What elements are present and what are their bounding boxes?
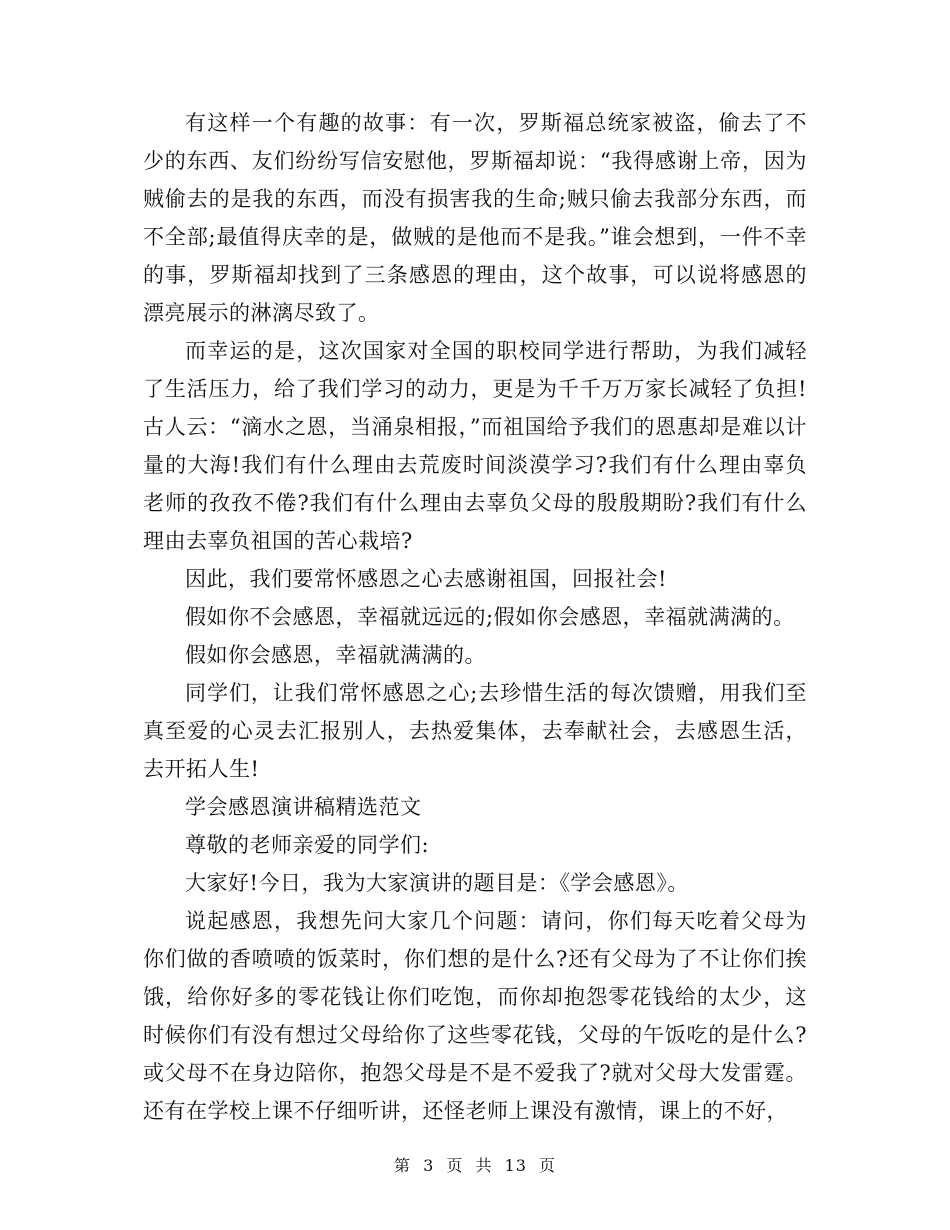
paragraph-if-grateful: 假如你会感恩，幸福就满满的。	[185, 643, 486, 667]
salutation: 尊敬的老师亲爱的同学们:	[185, 833, 430, 857]
paragraph-roosevelt-story: 有这样一个有趣的故事：有一次，罗斯福总统家被盗，偷去了不少的东西、友们纷纷写信安慰他，罗斯福却说：“我得感谢上帝，因为贼偷去的是我的东西，而没有损害我的生命;贼只偷去我部分东西，而不全部;最值得庆幸的是，做贼的是他而不是我。”谁会想到，一件不幸的事，罗斯福却找到了三条感恩的理由，这个故事，可以说将感恩的漂亮展示的淋漓尽致了。	[143, 111, 807, 325]
paragraph-classmates: 同学们，让我们常怀感恩之心;去珍惜生活的每次馈赠，用我们至真至爱的心灵去汇报别人，去热爱集体，去奉献社会，去感恩生活，去开拓人生!	[143, 681, 807, 781]
page-number-footer: 第 3 页 共 13 页	[394, 1156, 556, 1175]
paragraph-greeting: 大家好!今日，我为大家演讲的题目是：《学会感恩》。	[185, 871, 689, 895]
paragraph-therefore: 因此，我们要常怀感恩之心去感谢祖国，回报社会!	[185, 567, 667, 591]
paragraph-if-not-grateful: 假如你不会感恩，幸福就远远的;假如你会感恩，幸福就满满的。	[185, 605, 795, 629]
body-text	[143, 104, 807, 1130]
section-title: 学会感恩演讲稿精选范文	[185, 795, 422, 819]
paragraph-questions: 说起感恩，我想先问大家几个问题：请问，你们每天吃着父母为你们做的香喷喷的饭菜时，你们想的是什么?还有父母为了不让你们挨饿，给你好多的零花钱让你们吃饱，而你却抱怨零花钱给的太少，这时候你们有没有想过父母给你了这些零花钱，父母的午饭吃的是什么?或父母不在身边陪你，抱怨父母是不是不爱我了?就对父母大发雷霆。还有在学校上课不仔细听讲，还怪老师上课没有激情，课上的不好，	[143, 909, 807, 1123]
paragraph-fortunate: 而幸运的是，这次国家对全国的职校同学进行帮助，为我们减轻了生活压力，给了我们学习的动力，更是为千千万万家长减轻了负担!古人云：“滴水之恩，当涌泉相报，”而祖国给予我们的恩惠却是难以计量的大海!我们有什么理由去荒废时间淡漠学习?我们有什么理由辜负老师的孜孜不倦?我们有什么理由去辜负父母的殷殷期盼?我们有什么理由去辜负祖国的苦心栽培?	[143, 339, 807, 553]
